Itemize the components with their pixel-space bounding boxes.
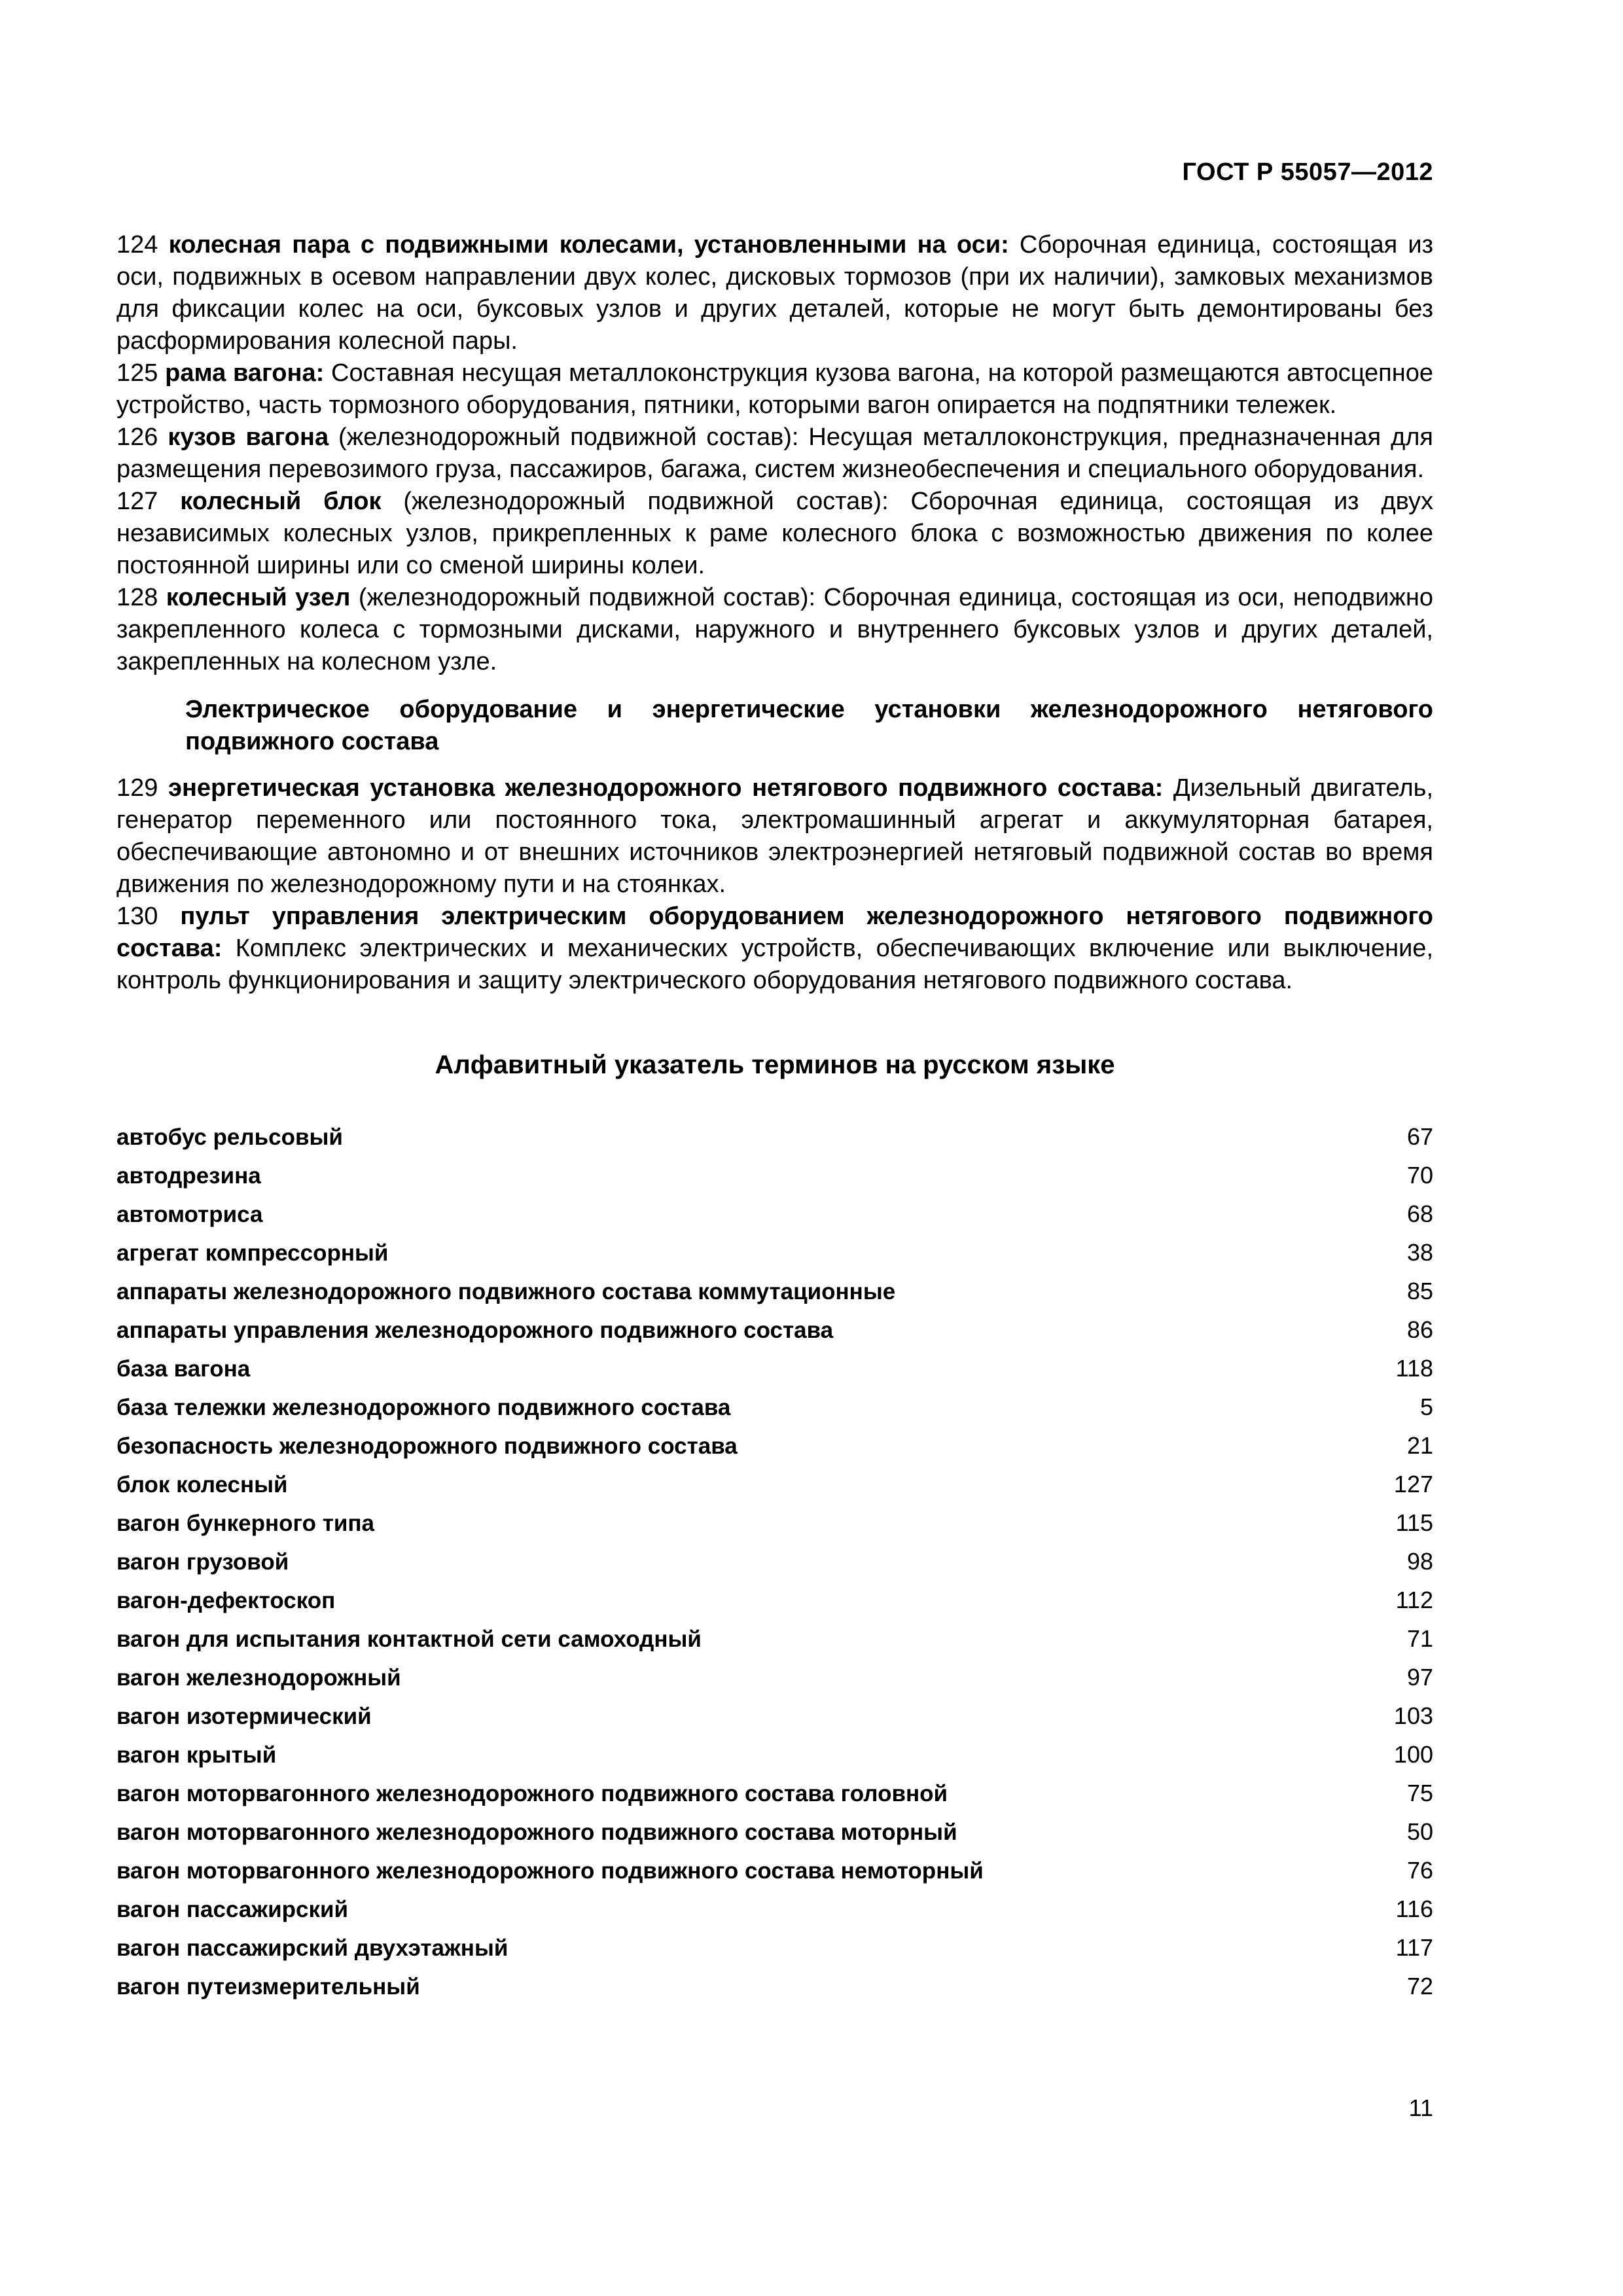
index-term: вагон моторвагонного железнодорожного подвижного состава немоторный — [116, 1858, 984, 1884]
index-page-ref: 72 — [1406, 1973, 1433, 2000]
terms-section-wheelsets — [116, 229, 1433, 678]
term-name: кузов вагона — [168, 423, 329, 451]
index-term: безопасность железнодорожного подвижного состава — [116, 1433, 738, 1459]
index-term: аппараты железнодорожного подвижного состава коммутационные — [116, 1279, 896, 1304]
index-page-ref: 76 — [1406, 1857, 1433, 1884]
index-page-ref: 118 — [1395, 1355, 1433, 1382]
term-name: колесный блок — [180, 488, 382, 515]
index-entry — [116, 1200, 1433, 1239]
term-definition: (железнодорожный подвижной состав): Сборочная единица, состоящая из двух независимых колесных узлов, прикрепленных к раме колесного блока с возможностью движения по колее постоянной ширины или со сменой ширины колеи. — [116, 488, 1433, 579]
term-definition: (железнодорожный подвижной состав): Сборочная единица, состоящая из оси, неподвижно закрепленного колеса с тормозными дисками, наружного и внутреннего буксовых узлов и других деталей, закрепленных на колесном узле. — [116, 584, 1433, 675]
term-entry — [116, 422, 1433, 486]
index-term: вагон моторвагонного железнодорожного подвижного состава моторный — [116, 1820, 957, 1845]
index-title: Алфавитный указатель терминов на русском языке — [435, 1050, 1115, 1079]
index-entry — [116, 1432, 1433, 1471]
document-body — [116, 229, 1433, 2011]
index-term: база вагона — [116, 1356, 251, 1382]
index-entry — [116, 1818, 1433, 1857]
index-page-ref: 103 — [1393, 1702, 1433, 1729]
index-term: вагон пассажирский двухэтажный — [116, 1935, 508, 1961]
index-page-ref: 112 — [1395, 1587, 1433, 1613]
index-page-ref: 71 — [1406, 1625, 1433, 1652]
index-term: вагон бункерного типа — [116, 1511, 375, 1536]
index-page-ref: 21 — [1406, 1432, 1433, 1459]
term-entry — [116, 772, 1433, 901]
index-entry — [116, 1471, 1433, 1509]
index-page-ref: 100 — [1393, 1741, 1433, 1768]
index-page-ref: 67 — [1406, 1123, 1433, 1150]
index-page-ref: 75 — [1406, 1780, 1433, 1806]
term-number: 128 — [116, 584, 158, 611]
header-standard-number: ГОСТ Р 55057—2012 — [1182, 158, 1433, 186]
index-term: вагон грузовой — [116, 1549, 289, 1575]
index-entry — [116, 1895, 1433, 1934]
index-entry — [116, 1934, 1433, 1973]
index-entry — [116, 1355, 1433, 1393]
term-number: 125 — [116, 359, 158, 387]
term-number: 129 — [116, 774, 158, 802]
term-definition: (железнодорожный подвижной состав): Несущая металлоконструкция, предназначенная для размещения перевозимого груза, пассажиров, багажа, систем жизнеобеспечения и специального оборудования. — [116, 423, 1434, 483]
index-term: база тележки железнодорожного подвижного состава — [116, 1395, 731, 1420]
index-term: вагон железнодорожный — [116, 1665, 401, 1691]
index-page-ref: 85 — [1406, 1278, 1433, 1304]
term-number: 124 — [116, 231, 158, 259]
index-entry — [116, 1509, 1433, 1548]
term-definition: Сборочная единица, состоящая из оси, подвижных в осевом направлении двух колес, дисковых тормозов (при их наличии), замковых механизмов для фиксации колес на оси, буксовых узлов и других деталей, которые не могут быть демонтированы без расформирования колесной пары. — [116, 231, 1434, 355]
index-page-ref: 70 — [1406, 1162, 1433, 1189]
index-term: вагон путеизмерительный — [116, 1974, 420, 2000]
term-number: 126 — [116, 423, 158, 451]
index-page-ref: 86 — [1406, 1316, 1433, 1343]
index-term: вагон-дефектоскоп — [116, 1588, 336, 1613]
index-page-ref: 115 — [1395, 1509, 1433, 1536]
index-term: аппараты управления железнодорожного подвижного состава — [116, 1318, 834, 1343]
alphabetical-index — [116, 1123, 1433, 2011]
index-entry — [116, 1278, 1433, 1316]
term-number: 127 — [116, 488, 158, 515]
index-page-ref: 5 — [1419, 1393, 1433, 1420]
term-name: пульт управления электрическим оборудованием железнодорожного нетягового подвижного состава: — [116, 903, 1434, 962]
index-entry — [116, 1393, 1433, 1432]
term-definition: Комплекс электрических и механических устройств, обеспечивающих включение или выключение, контроль функционирования и защиту электрического оборудования нетягового подвижного состава. — [116, 935, 1433, 994]
index-entry — [116, 1123, 1433, 1162]
term-entry — [116, 229, 1433, 357]
index-entry — [116, 1239, 1433, 1278]
term-entry — [116, 357, 1433, 422]
index-page-ref: 50 — [1406, 1818, 1433, 1845]
index-term: автомотриса — [116, 1202, 263, 1227]
term-definition: Дизельный двигатель, генератор переменного или постоянного тока, электромашинный агрегат и аккумуляторная батарея, обеспечивающие автономно и от внешних источников электроэнергией нетяговый подвижной состав во время движения по железнодорожному пути и на стоянках. — [116, 774, 1434, 898]
term-entry — [116, 486, 1433, 582]
index-page-ref: 116 — [1395, 1895, 1433, 1922]
index-entry — [116, 1664, 1433, 1702]
term-definition: Составная несущая металлоконструкция кузова вагона, на которой размещаются автосцепное устройство, часть тормозного оборудования, пятники, которыми вагон опирается на подпятники тележек. — [116, 359, 1433, 419]
index-term: вагон моторвагонного железнодорожного подвижного состава головной — [116, 1781, 948, 1806]
index-entry — [116, 1162, 1433, 1200]
index-entry — [116, 1741, 1433, 1780]
index-entry — [116, 1702, 1433, 1741]
index-entry — [116, 1625, 1433, 1664]
index-term: автодрезина — [116, 1163, 261, 1189]
index-term: вагон изотермический — [116, 1704, 372, 1729]
index-entry — [116, 1548, 1433, 1587]
index-page-ref: 127 — [1393, 1471, 1433, 1498]
index-page-ref: 98 — [1406, 1548, 1433, 1575]
index-term: вагон для испытания контактной сети самоходный — [116, 1626, 702, 1652]
terms-section-electrical — [116, 772, 1433, 997]
term-entry — [116, 901, 1433, 997]
term-name: колесный узел — [166, 584, 351, 611]
term-number: 130 — [116, 903, 158, 930]
term-name: энергетическая установка железнодорожного нетягового подвижного состава: — [168, 774, 1164, 802]
index-page-ref: 38 — [1406, 1239, 1433, 1266]
index-term: автобус рельсовый — [116, 1124, 343, 1150]
index-entry — [116, 1587, 1433, 1625]
index-term: вагон пассажирский — [116, 1897, 349, 1922]
index-entry — [116, 1780, 1433, 1818]
index-entry — [116, 1316, 1433, 1355]
index-entry — [116, 1857, 1433, 1895]
index-term: вагон крытый — [116, 1742, 277, 1768]
section-subheading: Электрическое оборудование и энергетические установки железнодорожного нетягового подвижного состава — [185, 696, 1433, 755]
index-page-ref: 97 — [1406, 1664, 1433, 1691]
index-page-ref: 68 — [1406, 1200, 1433, 1227]
index-term: агрегат компрессорный — [116, 1240, 389, 1266]
term-entry — [116, 582, 1433, 678]
index-term: блок колесный — [116, 1472, 288, 1498]
index-page-ref: 117 — [1395, 1934, 1433, 1961]
term-name: колесная пара с подвижными колесами, установленными на оси: — [168, 231, 1009, 259]
term-name: рама вагона: — [165, 359, 325, 387]
index-entry — [116, 1973, 1433, 2011]
page-number: 11 — [1408, 2094, 1433, 2121]
